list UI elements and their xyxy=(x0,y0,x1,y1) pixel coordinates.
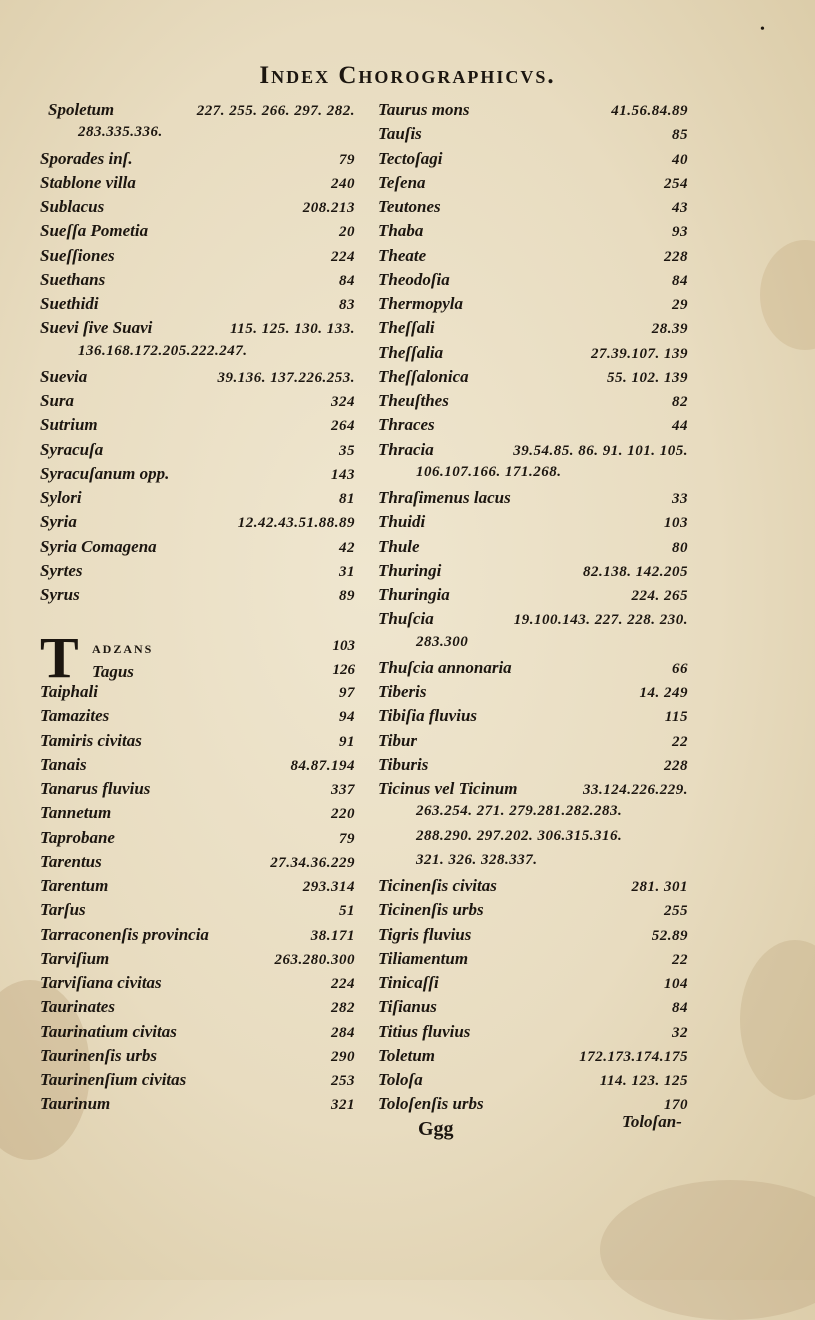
index-pages: 264 xyxy=(331,418,355,435)
index-pages: 126 xyxy=(332,661,355,678)
index-entry xyxy=(378,488,688,512)
index-entry xyxy=(40,464,355,488)
index-entry xyxy=(378,221,688,245)
index-pages: 220 xyxy=(331,806,355,823)
margin-mark: • xyxy=(760,22,765,37)
index-term: Tibiſia fluvius xyxy=(378,706,478,726)
index-pages: 38.171 xyxy=(310,927,355,944)
index-entry xyxy=(40,876,355,900)
index-term: Sublacus xyxy=(40,197,105,216)
index-pages: 255 xyxy=(664,903,688,920)
index-entry xyxy=(378,609,688,633)
index-continuation: 321. 326. 328.337. xyxy=(416,851,538,868)
index-term: Spoletum xyxy=(48,100,115,119)
index-pages: 32 xyxy=(672,1024,688,1041)
index-term: Stablone villa xyxy=(40,172,136,192)
index-entry xyxy=(378,973,688,997)
index-term: Toloſenſis urbs xyxy=(378,1094,484,1114)
index-term: Tarentum xyxy=(40,876,109,895)
index-entry xyxy=(40,852,355,876)
index-term: Syria xyxy=(40,512,77,532)
index-entry xyxy=(40,100,355,124)
index-term: Suethidi xyxy=(40,294,99,313)
index-term: Sutrium xyxy=(40,415,98,435)
index-entry xyxy=(40,1046,355,1070)
index-entry xyxy=(40,755,355,779)
index-pages: 143 xyxy=(331,466,355,483)
index-term: Tanarus fluvius xyxy=(40,779,151,798)
index-term: Tarraconenſis provincia xyxy=(40,924,209,944)
index-pages: 81 xyxy=(339,491,355,507)
section-gap xyxy=(40,609,355,633)
index-term: Taurinatium civitas xyxy=(40,1021,177,1041)
index-continuation: 263.254. 271. 279.281.282.283. xyxy=(416,803,623,820)
index-entry xyxy=(378,731,688,755)
index-entry xyxy=(40,246,355,270)
index-term: Tagus xyxy=(92,661,134,681)
index-term: Teſena xyxy=(378,172,426,192)
index-pages: 94 xyxy=(339,709,355,726)
index-pages: 254 xyxy=(664,175,688,192)
index-term: Tiburis xyxy=(378,754,429,774)
dropcap-letter: T xyxy=(40,624,79,690)
index-entry xyxy=(378,658,688,682)
index-entry xyxy=(40,294,355,318)
index-pages: 97 xyxy=(339,685,355,701)
index-pages: 91 xyxy=(339,733,355,750)
index-pages: 84 xyxy=(339,272,355,289)
index-term: Thraſimenus lacus xyxy=(378,488,511,507)
index-pages: 103 xyxy=(332,637,355,654)
index-term: Taurus mons xyxy=(378,100,470,119)
index-entry xyxy=(40,197,355,221)
index-pages: 82.138. 142.205 xyxy=(583,563,688,580)
index-entry xyxy=(40,682,355,706)
index-entry xyxy=(378,197,688,221)
index-entry xyxy=(378,270,688,294)
index-term: Taurinates xyxy=(40,997,115,1017)
index-entry xyxy=(40,900,355,924)
index-entry xyxy=(40,391,355,415)
index-term: Suevia xyxy=(40,366,88,386)
index-entry xyxy=(378,100,688,124)
index-term: Tectoſagi xyxy=(378,148,443,168)
index-term: Taurinum xyxy=(40,1094,111,1114)
index-entry xyxy=(378,1022,688,1046)
index-term: Theſſalonica xyxy=(378,366,469,386)
index-pages: 79 xyxy=(339,830,355,847)
index-entry xyxy=(378,997,688,1021)
index-entry xyxy=(40,221,355,245)
index-term: Tigris fluvius xyxy=(378,924,472,944)
index-pages: 89 xyxy=(339,588,355,604)
index-entry xyxy=(92,662,355,682)
index-pages: 84 xyxy=(672,1000,688,1017)
index-pages: 33 xyxy=(672,491,688,507)
index-term: Syracuſanum opp. xyxy=(40,463,170,483)
index-pages: 290 xyxy=(331,1048,355,1065)
index-pages: 28.39 xyxy=(651,321,688,338)
index-entry xyxy=(40,997,355,1021)
index-pages: 84 xyxy=(672,272,688,289)
dropcap-entry xyxy=(40,624,355,690)
index-pages: 281. 301 xyxy=(631,879,688,895)
index-pages: 39.54.85. 86. 91. 101. 105. xyxy=(513,442,688,459)
index-entry xyxy=(378,124,688,148)
index-entry xyxy=(40,173,355,197)
index-term: Taprobane xyxy=(40,827,115,847)
index-pages: 228 xyxy=(664,248,688,265)
index-entry xyxy=(40,415,355,439)
index-pages: 208.213 xyxy=(302,200,355,216)
page-title: Index Chorographicvs. xyxy=(259,62,556,89)
index-pages: 79 xyxy=(339,151,355,168)
index-continuation: 288.290. 297.202. 306.315.316. xyxy=(416,827,623,844)
index-pages: 227. 255. 266. 297. 282. xyxy=(196,103,355,119)
index-term: Tanais xyxy=(40,754,87,774)
index-entry xyxy=(40,803,355,827)
index-entry xyxy=(378,367,688,391)
index-entry xyxy=(378,415,688,439)
index-pages: 22 xyxy=(672,733,688,750)
index-entry xyxy=(378,1070,688,1094)
index-entry xyxy=(40,925,355,949)
index-entry xyxy=(378,294,688,318)
index-pages: 224 xyxy=(331,248,355,265)
index-term: Thuringia xyxy=(378,585,450,604)
index-pages: 51 xyxy=(339,903,355,920)
index-term: Thracia xyxy=(378,439,434,459)
index-pages: 170 xyxy=(664,1097,688,1114)
index-term: Syrus xyxy=(40,585,80,604)
index-entry xyxy=(378,391,688,415)
index-term: Taiphali xyxy=(40,682,98,701)
index-pages: 33.124.226.229. xyxy=(583,782,688,798)
index-term: Thermopyla xyxy=(378,294,463,313)
index-term: Thuſcia annonaria xyxy=(378,657,512,677)
index-pages: 14. 249 xyxy=(639,685,688,701)
index-entry xyxy=(40,949,355,973)
index-entry xyxy=(40,828,355,852)
index-pages: 27.34.36.229 xyxy=(270,854,355,871)
index-pages: 35 xyxy=(339,442,355,459)
index-entry xyxy=(378,779,688,803)
index-entry xyxy=(40,488,355,512)
index-pages: 12.42.43.51.88.89 xyxy=(237,515,355,532)
index-pages: 52.89 xyxy=(651,927,688,944)
index-pages: 324 xyxy=(331,394,355,410)
index-term: Thule xyxy=(378,536,420,556)
index-entry xyxy=(40,731,355,755)
index-pages: 253 xyxy=(331,1073,355,1089)
index-term: Thaba xyxy=(378,221,424,241)
index-pages: 284 xyxy=(331,1024,355,1041)
index-entry xyxy=(40,367,355,391)
index-term: Taurinenſium civitas xyxy=(40,1070,187,1089)
index-pages: 55. 102. 139 xyxy=(607,369,688,386)
index-entry xyxy=(378,1046,688,1070)
index-entry xyxy=(40,1070,355,1094)
index-term: Tamazites xyxy=(40,706,110,726)
index-entry xyxy=(378,900,688,924)
index-entry xyxy=(40,973,355,997)
index-term: Thuſcia xyxy=(378,609,434,629)
index-pages: 104 xyxy=(664,976,688,992)
index-entry xyxy=(40,561,355,585)
index-term: Thuringi xyxy=(378,560,442,580)
index-term: Titius fluvius xyxy=(378,1021,471,1041)
paper-stain xyxy=(760,240,815,350)
index-entry xyxy=(40,149,355,173)
index-continuation: 106.107.166. 171.268. xyxy=(416,463,562,480)
index-term: Tiliamentum xyxy=(378,948,469,968)
index-term: Tarſus xyxy=(40,900,86,920)
index-entry xyxy=(40,318,355,342)
index-entry xyxy=(40,706,355,730)
index-term: Syracuſa xyxy=(40,439,104,459)
index-term: adzans xyxy=(92,637,154,657)
index-term: Syria Comagena xyxy=(40,536,157,556)
index-pages: 31 xyxy=(339,563,355,580)
index-entry xyxy=(378,585,688,609)
index-continuation: 136.168.172.205.222.247. xyxy=(78,342,248,359)
index-entry xyxy=(378,512,688,536)
index-pages: 103 xyxy=(664,515,688,532)
index-entry xyxy=(40,512,355,536)
index-pages: 172.173.174.175 xyxy=(579,1048,688,1065)
index-entry xyxy=(40,440,355,464)
index-entry xyxy=(40,270,355,294)
paper-stain xyxy=(740,940,815,1100)
index-term: Theſſali xyxy=(378,318,435,338)
index-pages: 282 xyxy=(331,1000,355,1017)
index-entry xyxy=(40,779,355,803)
index-pages: 39.136. 137.226.253. xyxy=(217,369,355,386)
index-pages: 42 xyxy=(339,539,355,556)
index-pages: 337 xyxy=(331,782,355,798)
index-term: Tiberis xyxy=(378,682,427,701)
index-term: Theuſthes xyxy=(378,391,449,410)
index-pages: 224. 265 xyxy=(631,588,688,604)
index-pages: 43 xyxy=(672,200,688,216)
index-entry xyxy=(378,755,688,779)
index-term: Thuidi xyxy=(378,512,426,532)
index-pages: 115. 125. 130. 133. xyxy=(230,321,355,338)
index-term: Toletum xyxy=(378,1045,435,1065)
index-entry xyxy=(378,561,688,585)
index-entry xyxy=(378,682,688,706)
index-term: Tarviſiana civitas xyxy=(40,973,162,992)
index-pages: 114. 123. 125 xyxy=(599,1073,688,1089)
index-entry xyxy=(378,706,688,730)
index-pages: 83 xyxy=(339,297,355,313)
index-pages: 40 xyxy=(672,151,688,168)
index-entry xyxy=(92,638,355,658)
index-continuation: 283.300 xyxy=(416,633,469,650)
index-entry xyxy=(378,925,688,949)
index-entry xyxy=(378,440,688,464)
index-pages: 240 xyxy=(331,175,355,192)
index-term: Ticinenſis civitas xyxy=(378,876,497,895)
index-entry xyxy=(40,585,355,609)
index-pages: 263.280.300 xyxy=(274,951,355,968)
index-term: Tannetum xyxy=(40,803,112,823)
index-pages: 321 xyxy=(331,1097,355,1114)
index-term: Syrtes xyxy=(40,560,83,580)
index-term: Tiſianus xyxy=(378,997,437,1017)
index-term: Thraces xyxy=(378,415,435,435)
index-term: Ticinus vel Ticinum xyxy=(378,779,518,798)
index-pages: 115 xyxy=(664,709,688,726)
index-pages: 66 xyxy=(672,660,688,677)
index-term: Sueſſiones xyxy=(40,245,115,265)
index-term: Sueſſa Pometia xyxy=(40,221,149,241)
index-pages: 224 xyxy=(331,976,355,992)
index-term: Taurinenſis urbs xyxy=(40,1045,158,1065)
index-entry xyxy=(378,343,688,367)
index-term: Theſſalia xyxy=(378,342,444,362)
index-term: Tarviſium xyxy=(40,948,110,968)
index-term: Suevi ſive Suavi xyxy=(40,318,153,338)
index-pages: 41.56.84.89 xyxy=(611,103,688,119)
index-pages: 20 xyxy=(339,224,355,241)
left-column xyxy=(40,100,355,1119)
index-entry xyxy=(40,1094,355,1118)
catchword: Toloſan- xyxy=(622,1112,682,1131)
index-pages: 22 xyxy=(672,951,688,968)
index-term: Theate xyxy=(378,245,427,265)
index-pages: 44 xyxy=(672,418,688,435)
index-pages: 80 xyxy=(672,539,688,556)
index-term: Toloſa xyxy=(378,1070,423,1089)
index-pages: 228 xyxy=(664,757,688,774)
index-term: Suethans xyxy=(40,269,106,289)
index-pages: 93 xyxy=(672,224,688,241)
index-pages: 29 xyxy=(672,297,688,313)
index-term: Sporades inſ. xyxy=(40,148,133,168)
index-term: Tarentus xyxy=(40,851,102,871)
index-entry xyxy=(40,1022,355,1046)
index-pages: 293.314 xyxy=(302,879,355,895)
index-entry xyxy=(378,149,688,173)
index-term: Tamiris civitas xyxy=(40,730,142,750)
index-entry xyxy=(378,173,688,197)
right-column xyxy=(378,100,688,1119)
index-pages: 82 xyxy=(672,394,688,410)
index-entry xyxy=(378,949,688,973)
index-continuation: 283.335.336. xyxy=(78,124,163,141)
index-term: Tibur xyxy=(378,730,418,750)
paper-stain xyxy=(600,1180,815,1320)
index-pages: 19.100.143. 227. 228. 230. xyxy=(513,612,688,629)
index-term: Tauſis xyxy=(378,124,422,144)
index-term: Tinicaſſi xyxy=(378,973,439,992)
index-term: Theodoſia xyxy=(378,269,450,289)
index-pages: 84.87.194 xyxy=(290,757,355,774)
index-term: Ticinenſis urbs xyxy=(378,900,484,920)
index-entry xyxy=(40,537,355,561)
index-entry xyxy=(378,876,688,900)
index-term: Teutones xyxy=(378,197,441,216)
signature-mark: Ggg xyxy=(418,1118,454,1140)
index-entry xyxy=(378,537,688,561)
index-term: Sylori xyxy=(40,488,82,507)
index-pages: 85 xyxy=(672,127,688,144)
index-entry xyxy=(378,246,688,270)
index-term: Sura xyxy=(40,391,75,410)
index-entry xyxy=(378,318,688,342)
index-pages: 27.39.107. 139 xyxy=(591,345,688,362)
